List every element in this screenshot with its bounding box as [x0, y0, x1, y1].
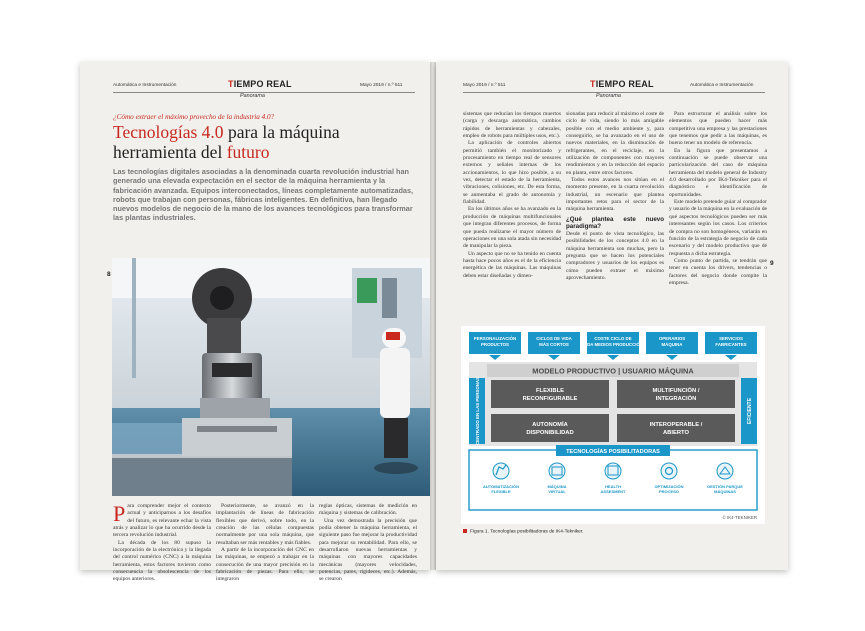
tech-label-line: HEALTH [605, 484, 621, 489]
model-cell-label-line: FLEXIBLE [535, 388, 565, 394]
driver-label-line: COSTE CICLO DE [594, 336, 632, 341]
paragraph: La aplicación de controles abiertos permitió también el monitorizado y procesamiento en tiempo real de sensores externos y señales internas de los accionamientos, lo que hizo posible, a su vez, detectar el estado de la herramienta, vibraciones, colisiones, etc. De esta forma, se aumentaba el grado de autonomía y fiabilidad. [463, 140, 561, 206]
driver-label-line: PERSONALIZACIÓN [473, 336, 517, 341]
paragraph: Todos estos avances nos sitúan en el momento presente, en la cuarta revolución industrial, un escenario que plantea importantes retos para el sector de la máquina herramienta. [566, 177, 664, 213]
page-number: 8 [107, 271, 111, 278]
robot-lab-image [112, 258, 430, 496]
page-number: 9 [770, 260, 774, 267]
side-left-label: CENTRADO EN LAS PERSONAS [475, 376, 480, 446]
article-lead: Las tecnologías digitales asociadas a la denominada cuarta revolución industrial han generado una elevada expectación en el sector de la máquina herramienta y la fabricación avanzada. Equipos interconectados, líneas completamente automatizadas, robots que trabajan con personas, fábricas inteligentes. En definitiva, han llegado nuevos modelos de negocio de la mano de los avances tecnológicos para transformar las plantas industriales. [113, 167, 414, 223]
tech-title: TECNOLOGÍAS POSIBILITADORAS [566, 449, 660, 455]
driver-label-line: MÁQUINA [661, 342, 683, 347]
driver-label-line: PRODUCTOS [481, 342, 509, 347]
model-cell [491, 380, 609, 408]
article-kicker: ¿Cómo extraer el máximo provecho de la industria 4.0? [113, 113, 275, 121]
paragraph: Este modelo pretende guiar al comprador y usuario de la máquina en la evaluación de qué aspectos tecnológicos pueden ser más interesantes según los casos. Los criterios de compra no son homogéneos, variarán en función de la estrategia de negocio de cada escenario y del modelo productivo que dé respuesta a dicha estrategia. [669, 199, 767, 257]
tech-block [469, 450, 757, 510]
paragraph: En los últimos años se ha avanzado en la producción de máquinas multifuncionales que integran diferentes procesos, de forma que pueda realizarse el mayor número de operaciones en una sola atada sin necesidad de manipular la pieza. [463, 206, 561, 250]
driver-label-line: VIDA MEDIOS PRODUCCIÓN [582, 342, 644, 347]
tech-label-line: OPTIMIZACIÓN [654, 484, 684, 489]
arrow-down-icon [607, 355, 619, 360]
figure-credit: © IK4-TEKNIKER [722, 515, 757, 520]
arrow-down-icon [666, 355, 678, 360]
paragraph: La década de los 80 supuso la incorporación de la electrónica y la llegada del control numérico (CNC) a la máquina herramienta, estos factores tuvieron como consecuencia la obsolescencia de los equipos anteriores. [113, 539, 211, 583]
arrow-down-icon [725, 355, 737, 360]
model-cell-label-line: ABIERTO [663, 430, 689, 436]
paragraph: A partir de la incorporación del CNC en las máquinas, se empezó a trabajar en la consecución de una mayor precisión en la fabricación de piezas. Para ello, se integraron [216, 547, 314, 583]
model-cell-label-line: RECONFIGURABLE [522, 396, 578, 402]
paragraph: Para estructurar el análisis sobre los elementos que pueden hacer más competitiva una empresa y las prestaciones que tenemos que pedir a las máquinas, es bueno tener un modelo de referencia. [669, 111, 767, 147]
section-label: Panorama [596, 93, 621, 99]
header-date-issue: Mayo 2019 / n.º 511 [360, 83, 403, 88]
subheading: ¿Qué plantea este nuevo paradigma? [566, 215, 664, 230]
tech-label-line: ASSESMENT [600, 489, 626, 494]
driver-label-line: FABRICANTES [715, 342, 747, 347]
right-col-3 [669, 111, 767, 287]
model-cell [617, 380, 735, 408]
driver-label-line: SERVICIOS [719, 336, 743, 341]
header-section-label: Automática e Instrumentación [113, 83, 177, 88]
left-col-2 [216, 503, 314, 584]
paragraph: En la figura que presentamos a continuación se puede observar una particularización del caso de máquina herramienta del modelo general de Industry 4.0 desarrollado por IK4-Tekniker para el diagnóstico e identificación de oportunidades. [669, 147, 767, 198]
paragraph: sionadas para reducir al máximo el coste de ciclo de vida, siendo lo más amigable posible con el medio ambiente y, para conseguirlo, se ha avanzado en el uso de nuevos materiales, en la disminución de refrigerantes, en el reciclaje, en la utilización de componentes con mayores rendimientos y en la reducción del espacio en planta, entre otros factores. [566, 111, 664, 176]
model-cell-label-line: MULTIFUNCIÓN / [652, 388, 700, 394]
driver-label-line: CICLOS DE VIDA [536, 336, 572, 341]
drop-cap: P [113, 501, 126, 526]
right-col-1 [463, 111, 561, 280]
model-cell [491, 414, 609, 442]
driver-boxes [469, 332, 757, 360]
tech-label-line: GESTIÓN PARQUE [707, 484, 743, 489]
brand-logo: TIEMPO REAL [590, 79, 654, 89]
tech-label-line: FLEXIBLE [491, 489, 511, 494]
paragraph: Una vez demostrada la precisión que podía obtener la máquina herramienta, el siguiente paso fue mejorar la productividad para mejorar su rentabilidad. Para ello, se desarrollaron nuevas herramientas y máquinas con mayores capacidades mecánicas (mayores velocidades, potencias, pares, rigideces, etc.). Además, se crearon [319, 517, 417, 583]
header-date-issue: Mayo 2019 / n.º 511 [463, 83, 506, 88]
arrow-down-icon [548, 355, 560, 360]
right-col-2 [566, 111, 664, 282]
tech-label-line: MÁQUINA [547, 484, 567, 489]
model-cell-label-line: INTEROPERABLE / [649, 422, 703, 428]
paragraph: sistemas que reducían los tiempos muertos (carga y descarga automática, cambios rápidos de herramientas y cabezales, empleo de robots para múltiples usos, etc.). [463, 111, 561, 140]
robot-photo [112, 258, 430, 496]
section-label: Panorama [240, 93, 265, 99]
right-page [436, 62, 788, 570]
side-right-label: EFICIENTE [747, 397, 753, 425]
left-col-1 [113, 503, 211, 584]
tech-label-line: AUTOMATIZACIÓN [482, 484, 520, 489]
driver-label-line: OPERARIOS [658, 336, 686, 341]
model-cell-label-line: DISPONIBILIDAD [526, 430, 574, 436]
tech-label-line: VIRTUAL [548, 489, 566, 494]
model-title: MODELO PRODUCTIVO | USUARIO MÁQUINA [532, 366, 694, 376]
paragraph: Como punto de partida, se tendrán que tener en cuenta los drivers, tendencias o factores del negocio donde compite la empresa. [669, 257, 767, 286]
paragraph: reglas ópticas, sistemas de medición en máquina y sistemas de calibración. [319, 503, 417, 517]
tech-icons [493, 463, 733, 479]
arrow-down-icon [489, 355, 501, 360]
header-section-label: Automática e Instrumentación [690, 83, 754, 88]
paragraph: Un aspecto que no se ha tenido en cuenta hasta hace pocos años es el de la eficiencia energética de las máquinas. Las máquinas deben estar diseñadas y dimen- [463, 250, 561, 279]
model-cell [617, 414, 735, 442]
model-cell-label-line: AUTONOMÍA [532, 422, 568, 428]
paragraph: Posteriormente, se avanzó en la implantación de líneas de fabricación flexibles que derivó, sobre todo, en la creación de las células compuestas normalmente por una sola máquina, que resultaban ser más rentables y más fiables. [216, 503, 314, 546]
model-cell-label-line: INTEGRACIÓN [655, 396, 697, 402]
paragraph: ara comprender mejor el contexto actual y anticiparnos a los desafíos del futuro, es relevante echar la vista atrás y analizar lo que ha ocurrido desde la tercera revolución industrial. [113, 503, 211, 539]
figure-caption: Figura 1. Tecnologías posibilitadoras de IK4-Tekniker. [463, 529, 584, 534]
model-diagram [461, 326, 765, 524]
figure-model-diagram [461, 326, 765, 524]
driver-label-line: MÁS CORTOS [539, 342, 569, 347]
paragraph: Desde el punto de vista tecnológico, las posibilidades de los conceptos 4.0 en la máquina herramienta son muchas, pero la pregunta que se hacen los potenciales compradores y usuarios de los equipos es cómo pueden extraer el máximo aprovechamiento. [566, 230, 664, 281]
tech-label-line: PROCESO [658, 489, 680, 494]
article-title: Tecnologías 4.0 para la máquina herramienta del futuro [113, 122, 340, 162]
tech-label-line: MÁQUINAS [714, 489, 736, 494]
left-page [80, 62, 430, 583]
brand-logo: TIEMPO REAL [228, 79, 292, 89]
left-col-3 [319, 503, 417, 584]
